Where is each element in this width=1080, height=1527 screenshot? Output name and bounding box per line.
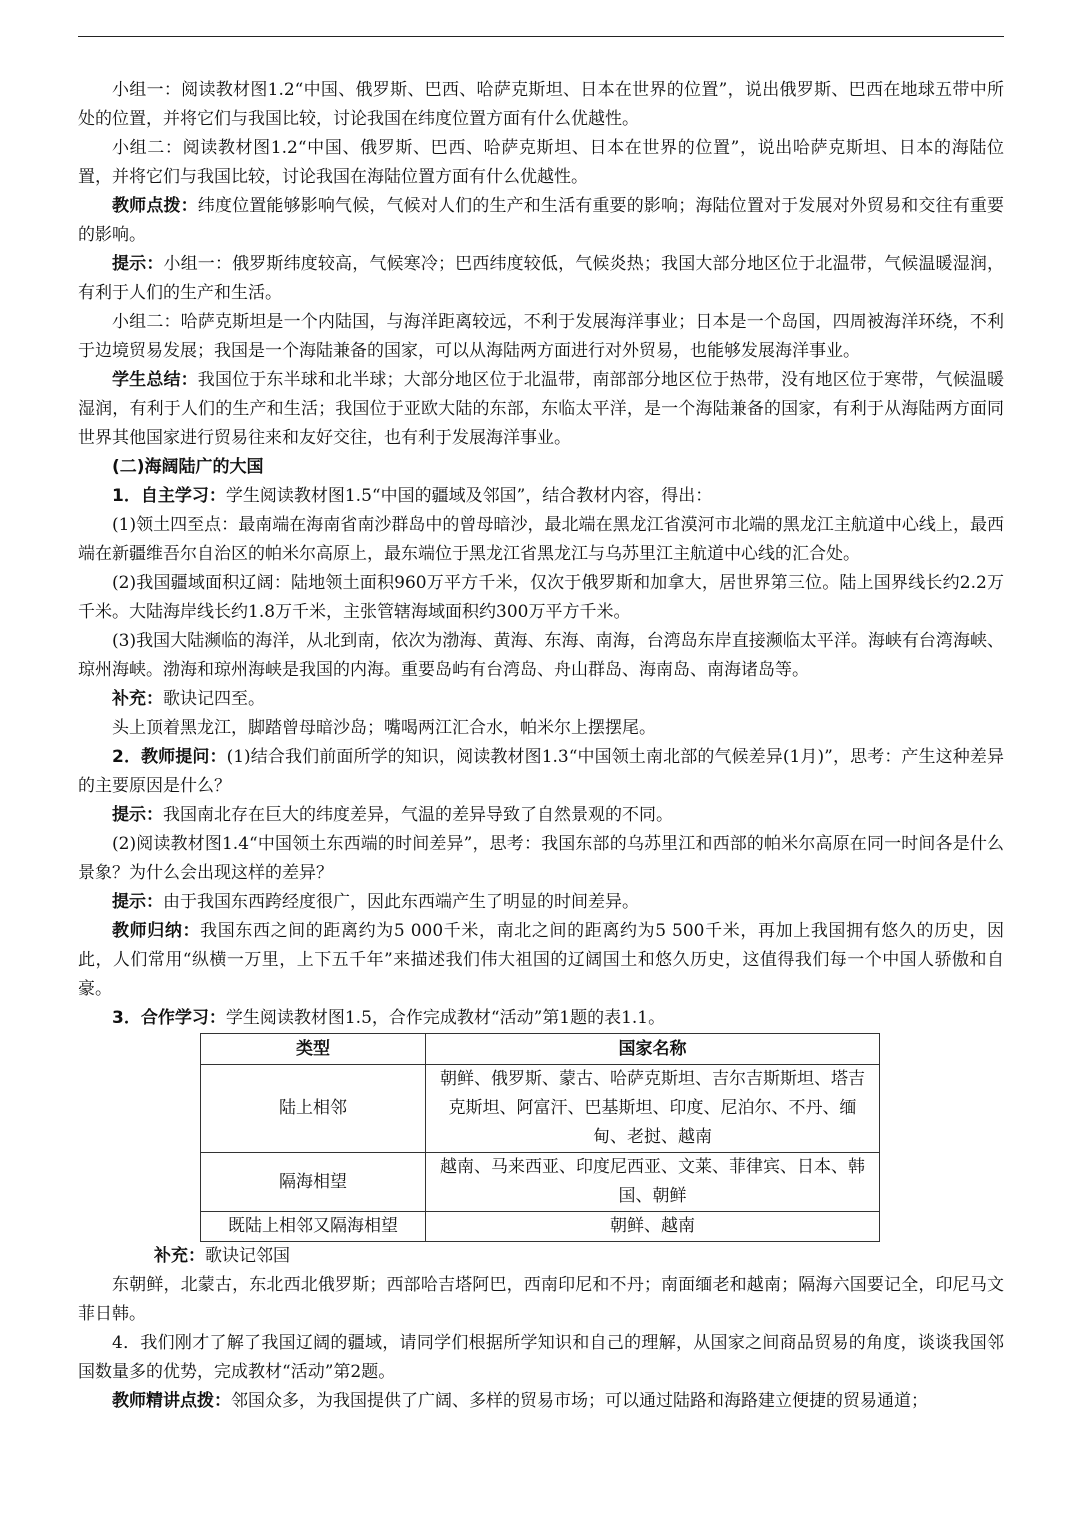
table-cell-countries: 朝鲜、越南 bbox=[426, 1212, 880, 1242]
paragraph: 3．合作学习：学生阅读教材图1.5，合作完成教材“活动”第1题的表1.1。 bbox=[112, 1008, 666, 1028]
table-header-countries: 国家名称 bbox=[426, 1034, 880, 1065]
paragraph: 教师归纳：我国东西之间的距离约为5 000千米，南北之间的距离约为5 500千米，再加上我国拥有悠久的历史，因此，人们常用“纵横一万里，上下五千年”来描述我们伟大祖国的辽阔国土和悠久历史，这值得我们每一个中国人骄傲和自豪。 bbox=[78, 921, 1004, 999]
table-header-row bbox=[201, 1034, 880, 1065]
paragraph: (1)领土四至点：最南端在海南省南沙群岛中的曾母暗沙，最北端在黑龙江省漠河市北端的黑龙江主航道中心线上，最西端在新疆维吾尔自治区的帕米尔高原上，最东端位于黑龙江省黑龙江与乌苏里江主航道中心线的汇合处。 bbox=[78, 515, 1004, 564]
paragraph: 小组一：阅读教材图1.2“中国、俄罗斯、巴西、哈萨克斯坦、日本在世界的位置”，说出俄罗斯、巴西在地球五带中所处的位置，并将它们与我国比较，讨论我国在纬度位置方面有什么优越性。 bbox=[78, 80, 1004, 129]
paragraph: 学生总结：我国位于东半球和北半球；大部分地区位于北温带，南部部分地区位于热带，没有地区位于寒带，气候温暖湿润，有利于人们的生产和生活；我国位于亚欧大陆的东部，东临太平洋，是一个海陆兼备的国家，有利于从海陆两方面同世界其他国家进行贸易往来和友好交往，也有利于发展海洋事业。 bbox=[78, 370, 1005, 448]
table-cell-countries: 朝鲜、俄罗斯、蒙古、哈萨克斯坦、吉尔吉斯斯坦、塔吉克斯坦、阿富汗、巴基斯坦、印度、尼泊尔、不丹、缅甸、老挝、越南 bbox=[426, 1065, 880, 1153]
paragraph: 1．自主学习：学生阅读教材图1.5“中国的疆域及邻国”，结合教材内容，得出： bbox=[112, 486, 713, 506]
paragraph: 提示：由于我国东西跨经度很广，因此东西端产生了明显的时间差异。 bbox=[112, 892, 639, 912]
paragraph: 教师点拨：纬度位置能够影响气候，气候对人们的生产和生活有重要的影响；海陆位置对于发展对外贸易和交往有重要的影响。 bbox=[78, 196, 1005, 245]
document-body bbox=[78, 76, 1004, 1416]
table-cell-type: 既陆上相邻又隔海相望 bbox=[201, 1212, 426, 1242]
table-cell-type: 隔海相望 bbox=[201, 1153, 426, 1212]
table-row bbox=[201, 1065, 880, 1153]
paragraph: 提示：小组一：俄罗斯纬度较高，气候寒冷；巴西纬度较低，气候炎热；我国大部分地区位于北温带，气候温暖湿润，有利于人们的生产和生活。 bbox=[78, 254, 1005, 303]
paragraph: (2)我国疆域面积辽阔：陆地领土面积960万平方千米，仅次于俄罗斯和加拿大，居世界第三位。陆上国界线长约2.2万千米。大陆海岸线长约1.8万千米，主张管辖海域面积约300万平方千米。 bbox=[78, 573, 1004, 622]
paragraph: (2)阅读教材图1.4“中国领土东西端的时间差异”，思考：我国东部的乌苏里江和西部的帕米尔高原在同一时间各是什么景象？为什么会出现这样的差异？ bbox=[78, 834, 1004, 883]
paragraph: 教师精讲点拨：邻国众多，为我国提供了广阔、多样的贸易市场；可以通过陆路和海路建立便捷的贸易通道； bbox=[112, 1391, 928, 1411]
paragraph: 小组二：阅读教材图1.2“中国、俄罗斯、巴西、哈萨克斯坦、日本在世界的位置”，说出哈萨克斯坦、日本的海陆位置，并将它们与我国比较，讨论我国在海陆位置方面有什么优越性。 bbox=[78, 138, 1004, 187]
table-cell-type: 陆上相邻 bbox=[201, 1065, 426, 1153]
table-cell-countries: 越南、马来西亚、印度尼西亚、文莱、菲律宾、日本、韩国、朝鲜 bbox=[426, 1153, 880, 1212]
paragraph: 头上顶着黑龙江，脚踏曾母暗沙岛；嘴喝两江汇合水，帕米尔上摆摆尾。 bbox=[112, 718, 656, 738]
paragraph: 东朝鲜，北蒙古，东北西北俄罗斯；西部哈吉塔阿巴，西南印尼和不丹；南面缅老和越南；隔海六国要记全，印尼马文菲日韩。 bbox=[78, 1275, 1004, 1324]
paragraph: (3)我国大陆濒临的海洋，从北到南，依次为渤海、黄海、东海、南海，台湾岛东岸直接濒临太平洋。海峡有台湾海峡、琼州海峡。渤海和琼州海峡是我国的内海。重要岛屿有台湾岛、舟山群岛、海南岛、南海诸岛等。 bbox=[78, 631, 1004, 680]
paragraph: 2．教师提问：(1)结合我们前面所学的知识，阅读教材图1.3“中国领土南北部的气候差异(1月)”，思考：产生这种差异的主要原因是什么？ bbox=[78, 747, 1004, 796]
table-row bbox=[201, 1153, 880, 1212]
paragraph: 提示：我国南北存在巨大的纬度差异，气温的差异导致了自然景观的不同。 bbox=[112, 805, 673, 825]
paragraph: 补充：歌诀记四至。 bbox=[112, 689, 265, 709]
table-row bbox=[201, 1212, 880, 1242]
paragraph: 小组二：哈萨克斯坦是一个内陆国，与海洋距离较远，不利于发展海洋事业；日本是一个岛国，四周被海洋环绕，不利于边境贸易发展；我国是一个海陆兼备的国家，可以从海陆两方面进行对外贸易，也能够发展海洋事业。 bbox=[78, 312, 1004, 361]
table-header-type: 类型 bbox=[201, 1034, 426, 1065]
paragraph: 4．我们刚才了解了我国辽阔的疆域，请同学们根据所学知识和自己的理解，从国家之间商品贸易的角度，谈谈我国邻国数量多的优势，完成教材“活动”第2题。 bbox=[78, 1333, 1004, 1382]
header-rule bbox=[78, 36, 1004, 37]
supplement-heading: 补充：歌诀记邻国 bbox=[154, 1246, 290, 1266]
neighbors-table bbox=[200, 1033, 880, 1242]
section-heading: (二)海阔陆广的大国 bbox=[112, 457, 264, 477]
